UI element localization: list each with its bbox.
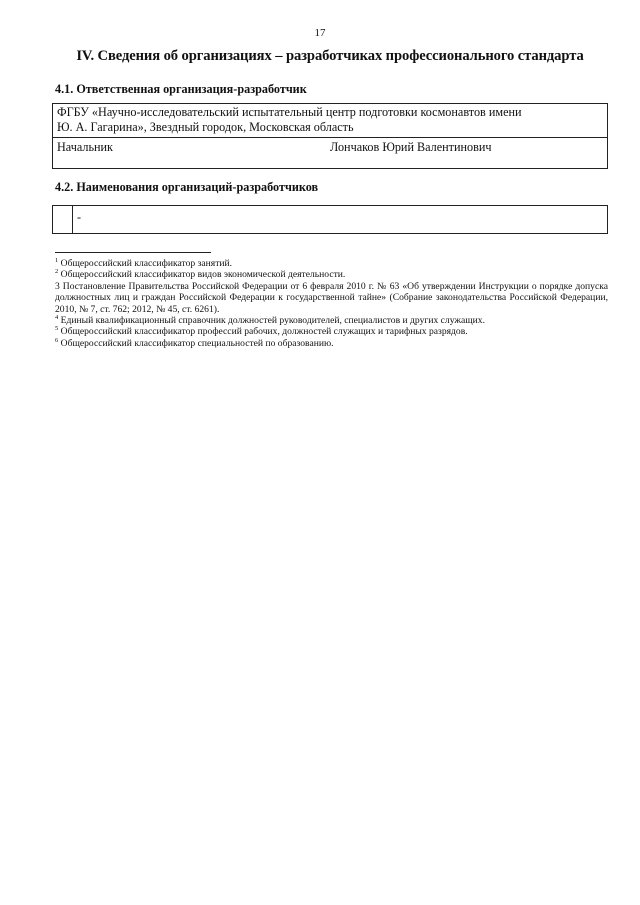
- footnote-mark: 2: [55, 268, 59, 276]
- footnote-mark: 5: [55, 325, 59, 333]
- page-number: 17: [314, 27, 326, 39]
- footnote-separator: [55, 252, 211, 253]
- org-name-cell: [53, 104, 608, 138]
- footnote-text: 3 Постановление Правительства Российской Федерации от 6 февраля 2010 г. № 63 «Об утверждении Инструкции о порядке допуска должностных лиц и граждан Российской Федерации к государственной тайне» (Собрание законодательства Российской Федерации, 2010, № 7, ст. 762; 2012, № 45, ст. 6261).: [55, 280, 608, 315]
- footnotes: [55, 258, 608, 349]
- head-position-cell: Начальник: [53, 138, 327, 169]
- footnote-text: Общероссийский классификатор видов экономической деятельности.: [60, 269, 346, 281]
- footnote-mark: 1: [55, 256, 59, 264]
- table-row: [53, 104, 608, 138]
- footnote-text: Общероссийский классификатор профессий рабочих, должностей служащих и тарифных разрядов.: [60, 326, 468, 338]
- footnote-text: Единый квалификационный справочник должностей руководителей, специалистов и других служащих.: [60, 315, 485, 327]
- developer-orgs-heading: 4.2. Наименования организаций-разработчиков: [55, 180, 319, 194]
- developer-orgs-table: [52, 205, 608, 234]
- footnote-6: [55, 338, 608, 349]
- footnote-4: [55, 315, 608, 326]
- table-row: [53, 206, 608, 234]
- footnote-mark: 6: [55, 336, 59, 344]
- org-name-line-2: Ю. А. Гагарина», Звездный городок, Московская область: [57, 120, 354, 134]
- org-name-line-1: ФГБУ «Научно-исследовательский испытательный центр подготовки космонавтов имени: [57, 105, 522, 119]
- footnote-5: [55, 326, 608, 337]
- footnote-2: [55, 269, 608, 280]
- responsible-org-table: [52, 103, 608, 169]
- footnote-text: Общероссийский классификатор занятий.: [60, 258, 233, 269]
- footnote-text: Общероссийский классификатор специальностей по образованию.: [60, 337, 334, 349]
- table-row: [53, 138, 608, 169]
- section-title: IV. Сведения об организациях – разработчиках профессионального стандарта: [76, 48, 584, 64]
- footnote-1: [55, 258, 608, 269]
- head-name-cell: Лончаков Юрий Валентинович: [326, 138, 608, 169]
- developer-name-cell: -: [73, 206, 608, 234]
- responsible-org-heading: 4.1. Ответственная организация-разработчик: [55, 82, 307, 96]
- footnote-mark: 4: [55, 313, 59, 321]
- row-number-cell: [53, 206, 73, 234]
- footnote-3: [55, 281, 608, 315]
